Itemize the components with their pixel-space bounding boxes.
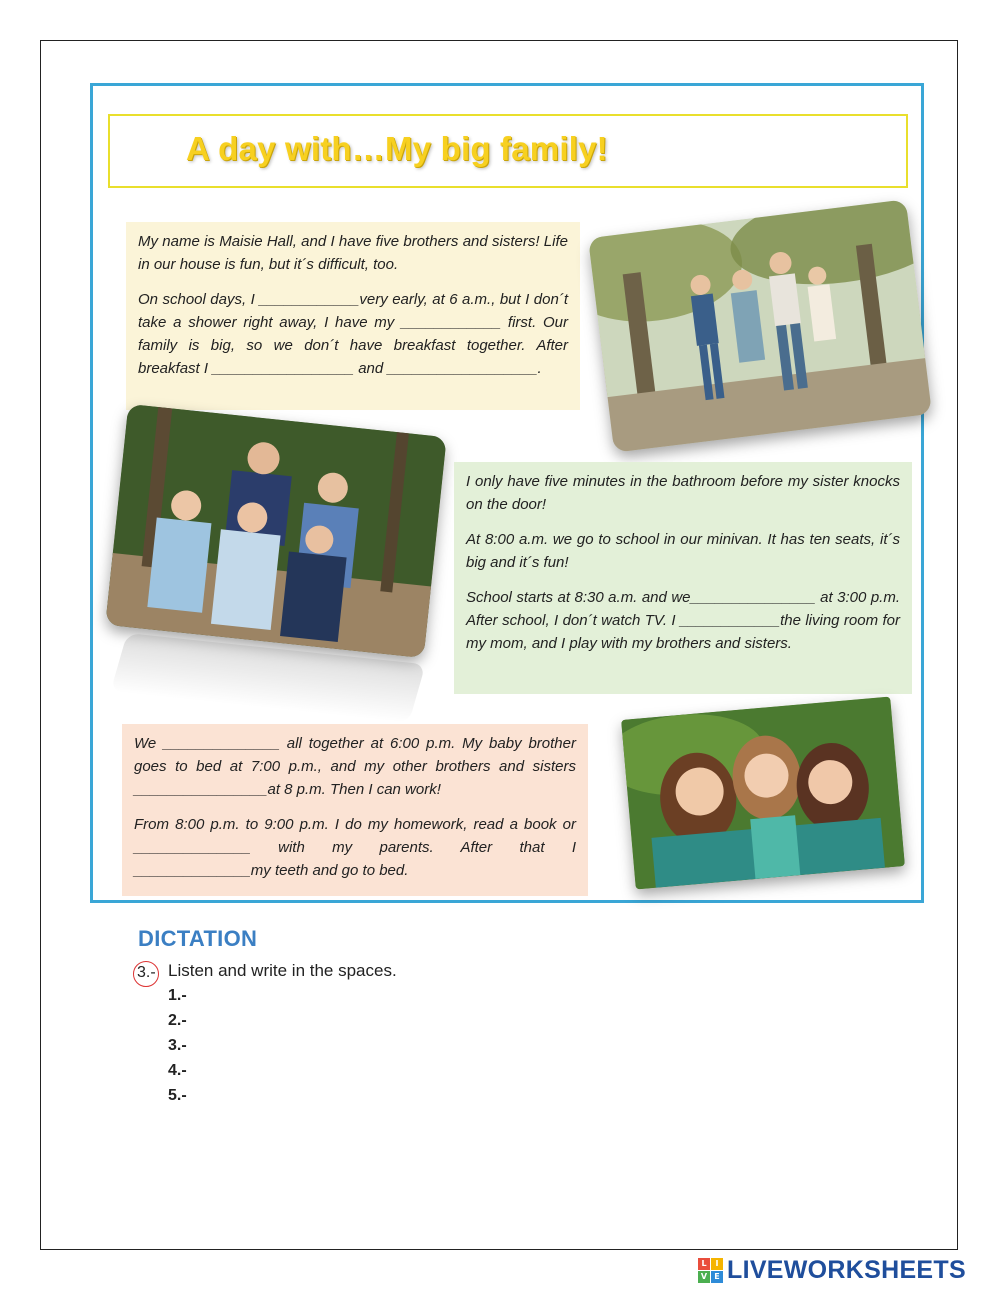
dictation-list — [168, 987, 187, 1112]
paragraph-with-blanks: We ______________ all together at 6:00 p.m. My baby brother goes to bed at 7:00 p.m., and my other brothers and sisters ________________at 8 p.m. Then I can work! — [134, 735, 576, 798]
dictation-heading: DICTATION — [138, 926, 258, 951]
paragraph-with-blanks: School starts at 8:30 a.m. and we_______________ at 3:00 p.m. After school, I don´t watch TV. I ____________the living room for my mom, and I play with my brothers and sisters. — [466, 589, 900, 652]
dictation-item[interactable]: 3.- — [168, 1037, 187, 1054]
three-girls-photo — [621, 697, 905, 890]
logo-tile: L — [698, 1258, 710, 1270]
logo-tile: I — [711, 1258, 723, 1270]
title-box — [108, 114, 908, 188]
dictation-item[interactable]: 1.- — [168, 987, 187, 1004]
dictation-item[interactable]: 4.- — [168, 1062, 187, 1079]
liveworksheets-logo-icon — [698, 1258, 723, 1283]
exercise-number-circle — [133, 961, 159, 987]
page-title: A day with…My big family! — [186, 130, 608, 167]
paragraph-with-blanks: On school days, I ____________very early, at 6 a.m., but I don´t take a shower right away, I have my ____________ first. Our family is big, so we don´t have breakfast together. After breakfast I _________________ and __________________. — [138, 291, 568, 377]
dictation-item[interactable]: 2.- — [168, 1012, 187, 1029]
exercise-number: 3.- — [137, 964, 156, 981]
family-walking-photo — [588, 199, 932, 452]
dictation-item[interactable]: 5.- — [168, 1087, 187, 1104]
paragraph: My name is Maisie Hall, and I have five brothers and sisters! Life in our house is fun, but it´s difficult, too. — [138, 233, 568, 273]
text-box-school — [454, 462, 912, 694]
text-box-evening — [122, 724, 588, 896]
paragraph: At 8:00 a.m. we go to school in our minivan. It has ten seats, it´s big and it´s fun! — [466, 531, 900, 571]
brand-name: LIVEWORKSHEETS — [727, 1255, 966, 1284]
paragraph: I only have five minutes in the bathroom before my sister knocks on the door! — [466, 473, 900, 513]
exercise-instruction: Listen and write in the spaces. — [168, 961, 397, 980]
paragraph-with-blanks: From 8:00 p.m. to 9:00 p.m. I do my homework, read a book or ______________ with my parents. After that I ______________my teeth and go to bed. — [134, 816, 576, 879]
logo-tile: E — [711, 1271, 723, 1283]
five-boys-photo — [105, 404, 446, 658]
logo-tile: V — [698, 1271, 710, 1283]
text-box-morning — [126, 222, 580, 410]
liveworksheets-brand — [698, 1256, 966, 1284]
